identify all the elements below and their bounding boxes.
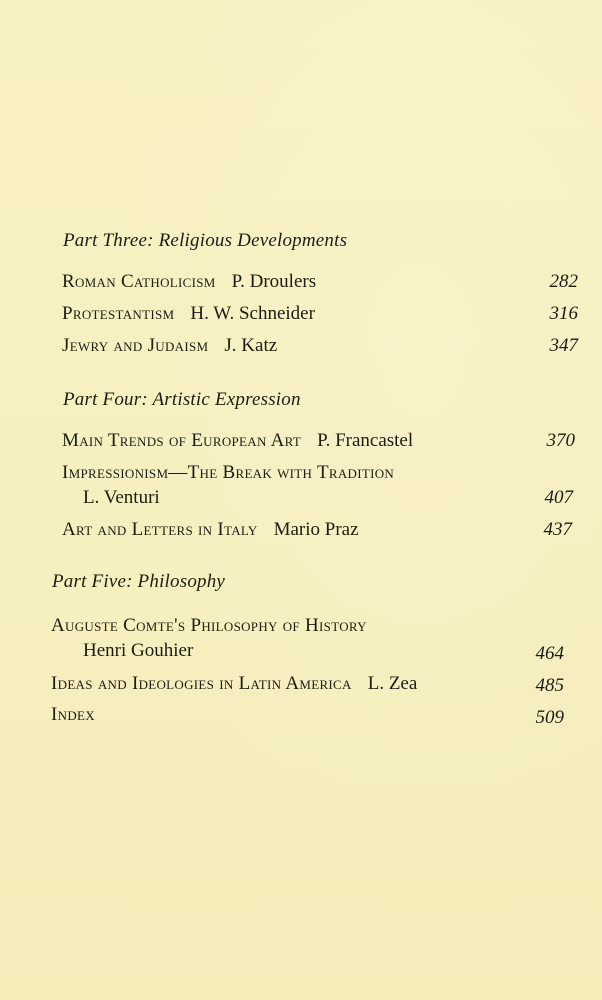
entry-title: Art and Letters in Italy [62,519,258,540]
toc-entry-jewry-and-judaism [62,335,277,357]
entry-author: J. Katz [224,335,278,356]
entry-page-number: 316 [549,303,578,324]
entry-page-number: 282 [549,271,578,292]
entry-author: Mario Praz [273,519,359,540]
part-three-heading: Part Three: Religious Developments [63,230,348,251]
entry-title: Roman Catholicism [62,271,216,292]
toc-entry-impressionism [62,462,394,484]
entry-page-number: 509 [535,707,564,728]
entry-title: Index [51,704,95,725]
toc-entry-roman-catholicism [62,271,316,293]
entry-author: H. W. Schneider [190,303,315,324]
entry-author: L. Venturi [83,487,160,508]
entry-page-number: 485 [535,675,564,696]
entry-author: Henri Gouhier [83,640,194,661]
toc-entry-main-trends-of-european-art [62,430,413,452]
entry-title: Ideas and Ideologies in Latin America [51,673,352,694]
toc-entry-auguste-comte [51,615,367,637]
entry-title: Protestantism [62,303,175,324]
entry-author: L. Zea [367,673,418,694]
entry-title: Jewry and Judaism [62,335,209,356]
entry-page-number: 347 [549,335,578,356]
toc-entry-ideas-and-ideologies [51,673,417,695]
entry-page-number: 464 [535,643,564,664]
toc-entry-art-and-letters-in-italy [62,519,359,541]
part-four-heading: Part Four: Artistic Expression [63,389,301,410]
toc-entry-protestantism [62,303,315,325]
entry-author: P. Francastel [317,430,414,451]
entry-page-number: 370 [546,430,575,451]
part-five-heading: Part Five: Philosophy [52,571,226,592]
entry-page-number: 407 [544,487,573,508]
entry-title: Auguste Comte's Philosophy of History [51,615,367,636]
entry-author: P. Droulers [231,271,317,292]
entry-title: Impressionism—The Break with Tradition [62,462,395,483]
toc-entry-index [51,704,95,726]
entry-title: Main Trends of European Art [62,430,302,451]
entry-page-number: 437 [543,519,572,540]
